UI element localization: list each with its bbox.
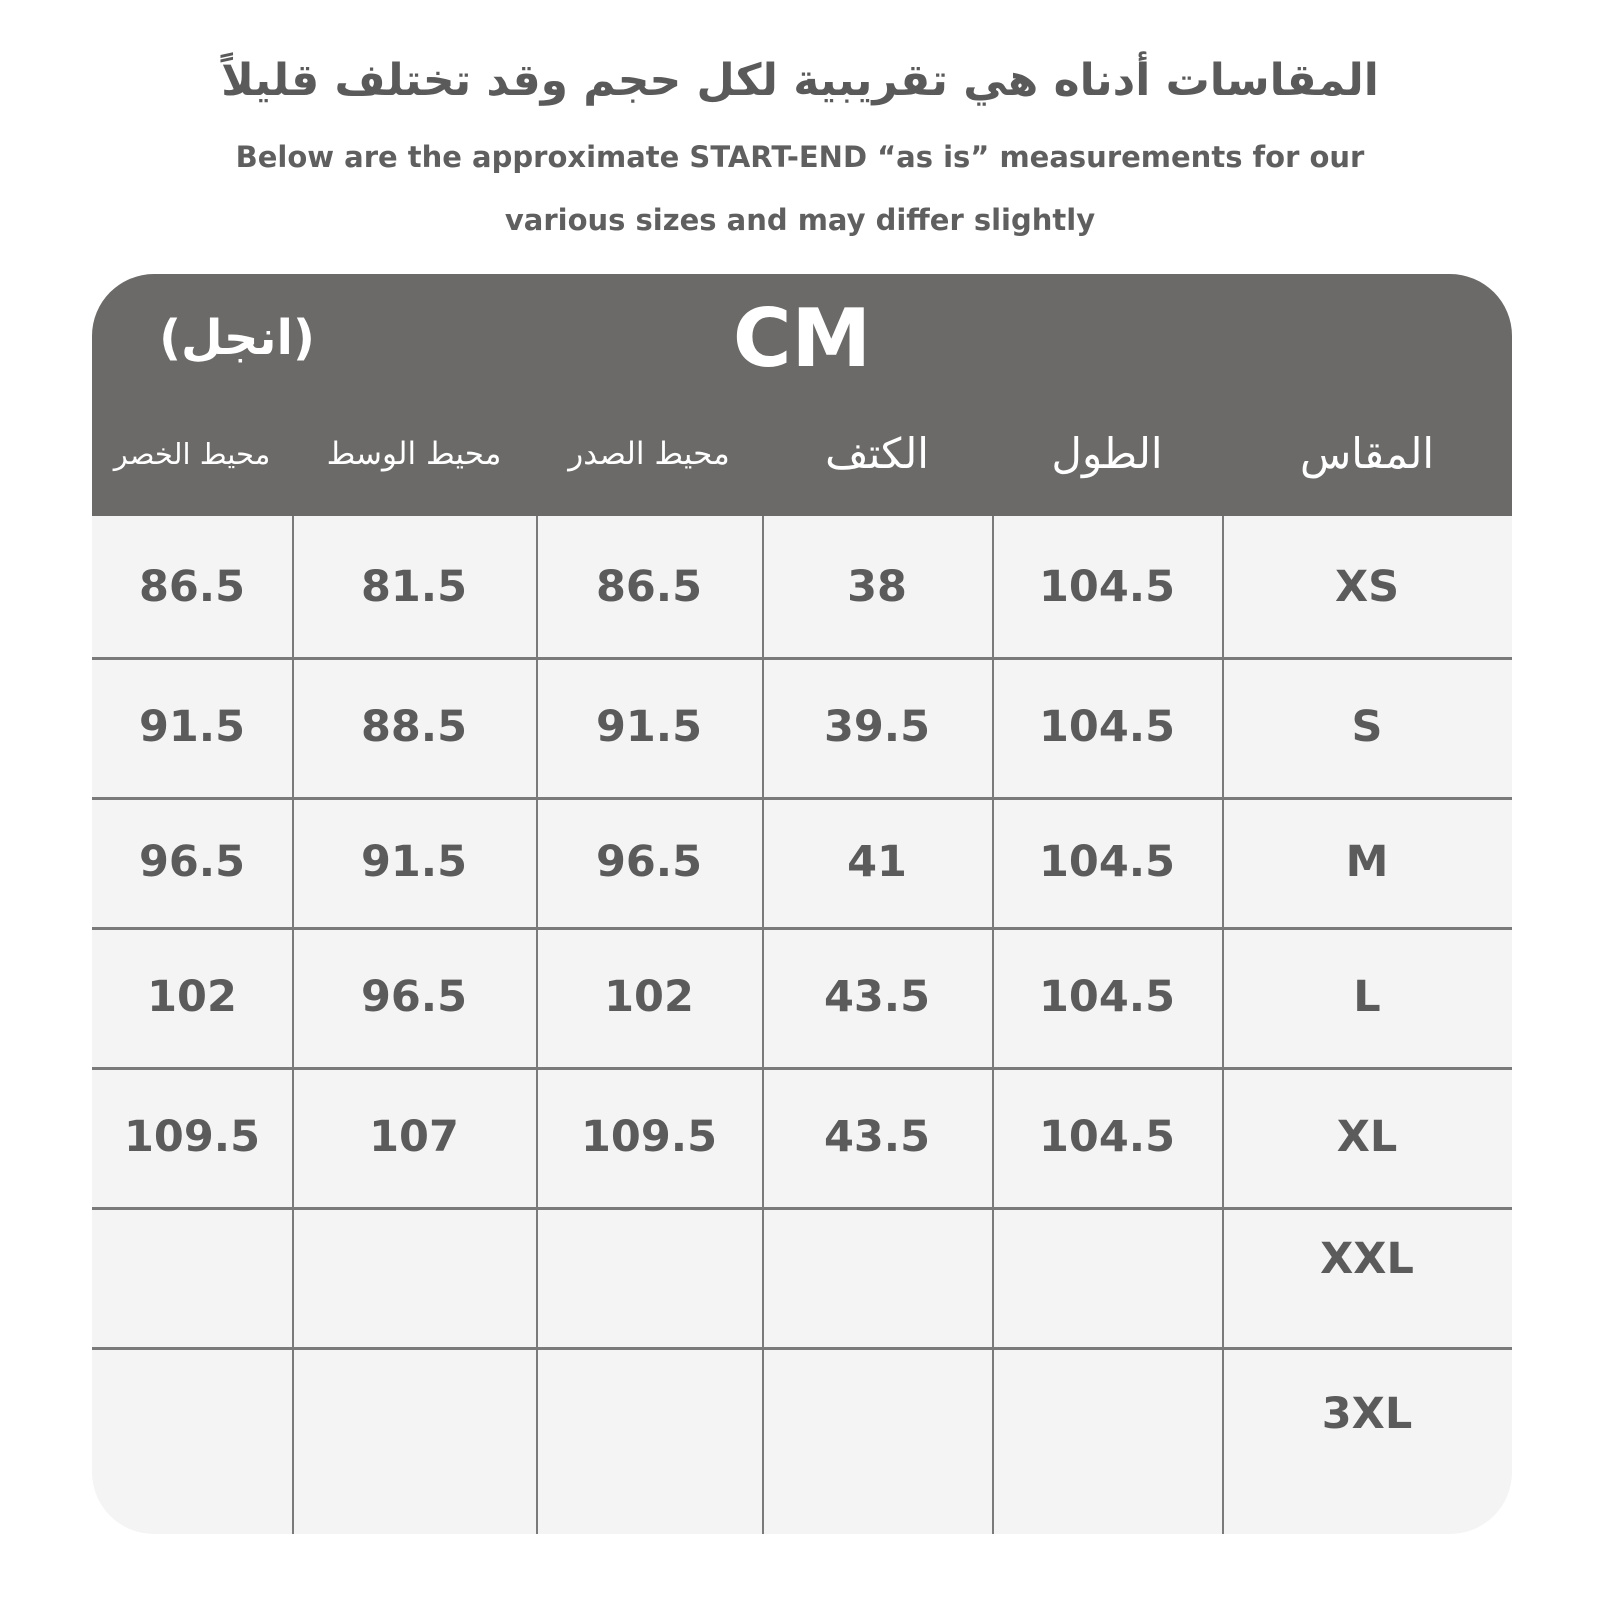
subtitle-line-2: various sizes and may differ slightly	[504, 203, 1096, 237]
table-row-s-waist: 88.5	[360, 702, 468, 752]
table-row-xs-waist: 81.5	[360, 562, 468, 612]
size-chart-table	[92, 274, 1512, 1534]
table-row-l-length: 104.5	[1038, 972, 1175, 1022]
row-divider	[92, 657, 1512, 660]
column-header-chest: محيط الصدر	[568, 436, 730, 472]
table-row-3xl-size: 3XL	[1321, 1389, 1413, 1439]
row-divider	[92, 1067, 1512, 1070]
table-row-m-size: M	[1345, 837, 1389, 887]
table-row-xs-shoulder: 38	[847, 562, 907, 612]
table-row-xl-waist: 107	[369, 1112, 459, 1162]
table-row-m-chest: 96.5	[595, 837, 703, 887]
title-arabic: المقاسات أدناه هي تقريبية لكل حجم وقد تختلف قليلاً	[221, 55, 1379, 106]
table-row-s-shoulder: 39.5	[823, 702, 931, 752]
table-row-s-size: S	[1351, 702, 1383, 752]
column-header-size: المقاس	[1299, 429, 1435, 478]
table-row-s-hip: 91.5	[138, 702, 246, 752]
table-row-m-waist: 91.5	[360, 837, 468, 887]
table-row-l-waist: 96.5	[360, 972, 468, 1022]
table-row-m-length: 104.5	[1038, 837, 1175, 887]
table-row-s-length: 104.5	[1038, 702, 1175, 752]
table-header	[92, 274, 1512, 516]
table-row-s-chest: 91.5	[595, 702, 703, 752]
table-row-xl-length: 104.5	[1038, 1112, 1175, 1162]
column-header-waist: محيط الوسط	[326, 436, 502, 472]
subtitle-line-1: Below are the approximate START-END “as is” measurements for our	[235, 140, 1365, 174]
unit-label: CM	[732, 292, 872, 385]
row-divider	[92, 1207, 1512, 1210]
table-row-m-hip: 96.5	[138, 837, 246, 887]
table-row-xl-size: XL	[1336, 1112, 1398, 1162]
row-divider	[92, 927, 1512, 930]
table-row-m-shoulder: 41	[847, 837, 907, 887]
table-row-xs-length: 104.5	[1038, 562, 1175, 612]
table-row-xl-shoulder: 43.5	[823, 1112, 931, 1162]
row-divider	[92, 797, 1512, 800]
table-row-l-hip: 102	[147, 972, 237, 1022]
table-row-l-size: L	[1353, 972, 1381, 1022]
table-row-xxl-size: XXL	[1320, 1234, 1414, 1284]
column-header-shoulder: الكتف	[825, 429, 929, 478]
unit-label-arabic: (انجل)	[159, 310, 315, 366]
table-row-xl-chest: 109.5	[580, 1112, 717, 1162]
column-header-hip: محيط الخصر	[113, 437, 271, 471]
table-row-l-chest: 102	[604, 972, 694, 1022]
table-row-xs-chest: 86.5	[595, 562, 703, 612]
table-row-xl-hip: 109.5	[123, 1112, 260, 1162]
column-header-length: الطول	[1051, 429, 1163, 478]
table-row-l-shoulder: 43.5	[823, 972, 931, 1022]
table-row-xs-hip: 86.5	[138, 562, 246, 612]
row-divider	[92, 1347, 1512, 1350]
table-row-xs-size: XS	[1334, 562, 1400, 612]
